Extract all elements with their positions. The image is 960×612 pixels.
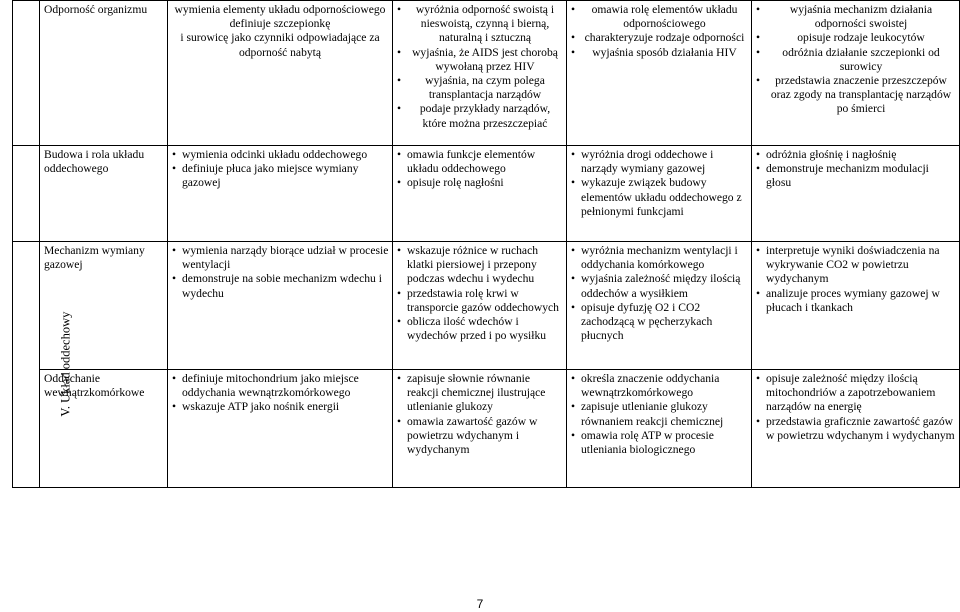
list-item: • opisuje rolę nagłośni xyxy=(407,176,563,190)
requirements-cell-4 xyxy=(752,1,960,146)
list-item: • wyjaśnia zależność między ilością oddechów a wysiłkiem xyxy=(581,272,748,300)
list-item: • określa znaczenie oddychania wewnątrzkomórkowego xyxy=(581,372,748,400)
topic-cell xyxy=(40,1,168,146)
requirements-cell-2 xyxy=(393,1,567,146)
list-item: • oblicza ilość wdechów i wydechów przed i po wysiłku xyxy=(407,315,563,343)
requirements-cell-1 xyxy=(168,146,393,242)
list-item: • analizuje proces wymiany gazowej w płucach i tkankach xyxy=(766,287,956,315)
list-item: • wymienia narządy biorące udział w procesie wentylacji xyxy=(182,244,389,272)
list-item: • omawia rolę elementów układu odpornościowego xyxy=(581,3,748,31)
list-item: • przedstawia znaczenie przeszczepów oraz zgody na transplantację narządów po śmierci xyxy=(766,74,956,117)
table-row xyxy=(13,370,960,488)
topic-cell xyxy=(40,146,168,242)
list-item: • zapisuje utlenianie glukozy równaniem reakcji chemicznej xyxy=(581,400,748,428)
list-item: • wyjaśnia, że AIDS jest chorobą wywołaną przez HIV xyxy=(407,46,563,74)
list-item: • przedstawia rolę krwi w transporcie gazów oddechowych xyxy=(407,287,563,315)
requirements-cell-2 xyxy=(393,370,567,488)
list-item: • wskazuje różnice w ruchach klatki piersiowej i przepony podczas wdechu i wydechu xyxy=(407,244,563,287)
section-label: V. Układ oddechowy xyxy=(58,311,73,417)
list-item: • omawia funkcje elementów układu oddechowego xyxy=(407,148,563,176)
table-row xyxy=(13,242,960,370)
list-item: definiuje szczepionkę xyxy=(229,17,331,31)
list-item: • wyjaśnia mechanizm działania odporności swoistej xyxy=(766,3,956,31)
list-item: • omawia rolę ATP w procesie utleniania biologicznego xyxy=(581,429,748,457)
requirements-cell-3 xyxy=(567,146,752,242)
topic-label: Budowa i rola układu oddechowego xyxy=(44,148,145,176)
list-item: • przedstawia graficznie zawartość gazów w powietrzu wdychanym i wydychanym xyxy=(766,415,956,443)
section-label-cell xyxy=(13,242,73,488)
list-item: • wymienia odcinki układu oddechowego xyxy=(182,148,389,162)
list-item: • omawia zawartość gazów w powietrzu wdychanym i wydychanym xyxy=(407,415,563,458)
list-item: • podaje przykłady narządów, które można przeszczepiać xyxy=(407,102,563,130)
list-item: • odróżnia działanie szczepionki od surowicy xyxy=(766,46,956,74)
section-spacer xyxy=(13,1,40,146)
requirements-cell-1 xyxy=(168,370,393,488)
topic-label: Odporność organizmu xyxy=(44,3,148,16)
list-item: wymienia elementy układu odpornościowego xyxy=(174,3,386,16)
table-row xyxy=(13,1,960,146)
list-item: • wyjaśnia, na czym polega transplantacja narządów xyxy=(407,74,563,102)
list-item: • opisuje rodzaje leukocytów xyxy=(766,31,956,45)
list-item: • charakteryzuje rodzaje odporności xyxy=(581,31,748,45)
list-item: • wyjaśnia sposób działania HIV xyxy=(581,46,748,60)
requirements-cell-3 xyxy=(567,370,752,488)
list-item: • interpretuje wyniki doświadczenia na wykrywanie CO2 w powietrzu wydychanym xyxy=(766,244,956,287)
requirements-cell-3 xyxy=(567,1,752,146)
requirements-cell-4 xyxy=(752,242,960,370)
topic-label: Oddychanie wewnątrzkomórkowe xyxy=(44,372,145,400)
list-item: • demonstruje mechanizm modulacji głosu xyxy=(766,162,956,190)
list-item: • odróżnia głośnię i nagłośnię xyxy=(766,148,956,162)
list-item: • demonstruje na sobie mechanizm wdechu i wydechu xyxy=(182,272,389,300)
requirements-cell-4 xyxy=(752,146,960,242)
requirements-cell-1 xyxy=(168,242,393,370)
list-item: • wskazuje ATP jako nośnik energii xyxy=(182,400,389,414)
requirements-cell-3 xyxy=(567,242,752,370)
list-item: • definiuje mitochondrium jako miejsce oddychania wewnątrzkomórkowego xyxy=(182,372,389,400)
list-item: • definiuje płuca jako miejsce wymiany gazowej xyxy=(182,162,389,190)
table-row xyxy=(13,146,960,242)
list-item: • opisuje zależność między ilością mitochondriów a zapotrzebowaniem narządów na energię xyxy=(766,372,956,415)
page-number: 7 xyxy=(476,597,484,611)
list-item: i surowicę jako czynniki odpowiadające za odporność nabytą xyxy=(180,31,380,59)
requirements-cell-2 xyxy=(393,242,567,370)
list-item: • zapisuje słownie równanie reakcji chemicznej ilustrujące utlenianie glukozy xyxy=(407,372,563,415)
requirements-cell-1 xyxy=(168,1,393,146)
list-item: • wyróżnia mechanizm wentylacji i oddychania komórkowego xyxy=(581,244,748,272)
requirements-cell-2 xyxy=(393,146,567,242)
requirements-cell-4 xyxy=(752,370,960,488)
list-item: • wykazuje związek budowy elementów układu oddechowego z pełnionymi funkcjami xyxy=(581,176,748,219)
list-item: • opisuje dyfuzję O2 i CO2 zachodzącą w pęcherzykach płucnych xyxy=(581,301,748,344)
curriculum-table xyxy=(12,0,960,488)
list-item: • wyróżnia odporność swoistą i nieswoistą, czynną i bierną, naturalną i sztuczną xyxy=(407,3,563,46)
list-item: • wyróżnia drogi oddechowe i narządy wymiany gazowej xyxy=(581,148,748,176)
section-spacer xyxy=(13,146,40,242)
topic-label: Mechanizm wymiany gazowej xyxy=(44,244,145,272)
